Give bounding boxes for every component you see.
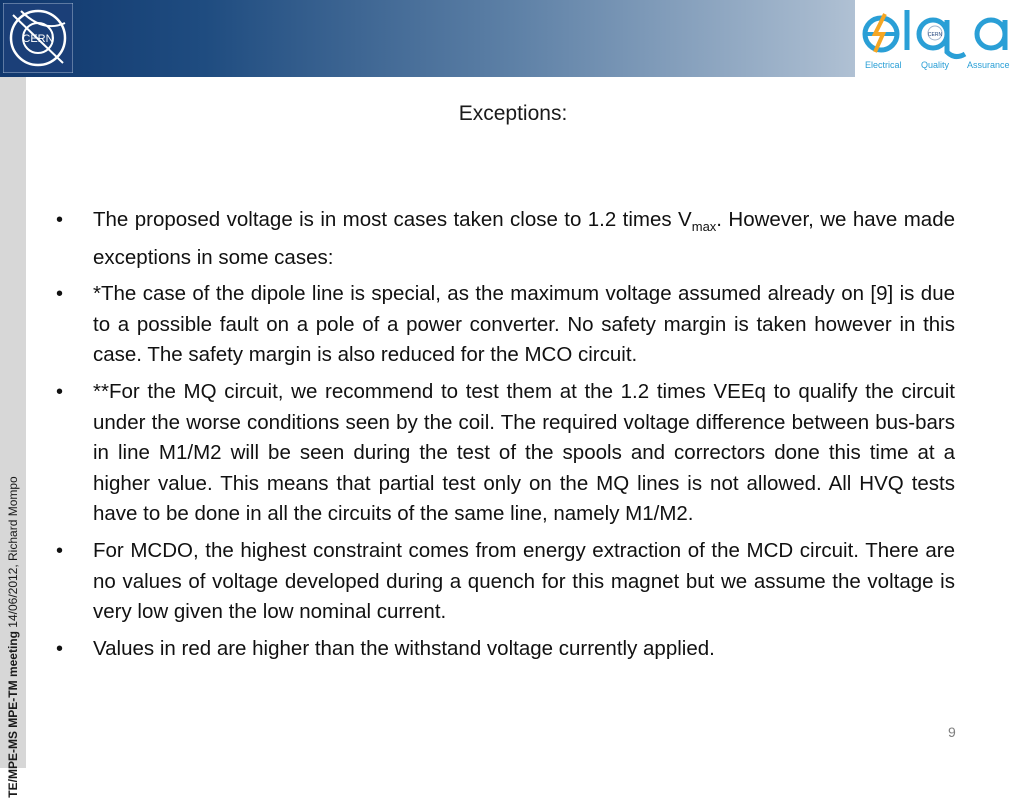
slide-title: Exceptions: bbox=[458, 102, 568, 125]
bullet-item bbox=[56, 279, 955, 371]
cern-logo-text: CERN bbox=[22, 33, 54, 45]
elqa-subtitle-quality: Quality bbox=[921, 60, 950, 70]
bullet-item bbox=[56, 377, 955, 530]
bullet-marker: • bbox=[56, 540, 64, 563]
bullet-marker: • bbox=[56, 637, 64, 660]
meeting-name: TE/MPE-MS MPE-TM meeting bbox=[6, 631, 20, 798]
bullet-text: For MCDO, the highest constraint comes from energy extraction of the MCD circuit. There are no values of voltage developed during a quench for this magnet but we assume the voltage is very low given the low nominal current. bbox=[93, 539, 955, 624]
bullet-marker: • bbox=[56, 381, 64, 404]
bullet-list bbox=[56, 205, 955, 670]
bullet-item bbox=[56, 205, 955, 273]
elqa-logo bbox=[855, 0, 1024, 77]
bullet-text: The proposed voltage is in most cases taken close to 1.2 times V bbox=[93, 208, 692, 231]
left-sidebar bbox=[0, 77, 26, 798]
bullet-text: . However, we have made exceptions in some cases: bbox=[93, 208, 955, 269]
bullet-text: *The case of the dipole line is special, as the maximum voltage assumed already on [9] is due to a possible fault on a pole of a power converter. No safety margin is taken however in this case. The safety margin is also reduced for the MCO circuit. bbox=[93, 282, 955, 367]
bullet-item bbox=[56, 536, 955, 628]
elqa-inner-logo-text: CERN bbox=[927, 32, 943, 38]
bullet-text: **For the MQ circuit, we recommend to test them at the 1.2 times VEEq to qualify the circuit under the worse conditions seen by the coil. The required voltage difference between bus-bars in line M1/M2 will be seen during the test of the spools and correctors done this time at a higher value. This means that partial test only on the MQ lines is not allowed. All HVQ tests have to be done in all the circuits of the same line, namely M1/M2. bbox=[93, 380, 955, 526]
elqa-subtitle-electrical: Electrical bbox=[865, 60, 902, 70]
subscript: max bbox=[691, 219, 717, 235]
bullet-marker: • bbox=[56, 283, 64, 306]
bullet-text: Values in red are higher than the withstand voltage currently applied. bbox=[93, 636, 715, 660]
meeting-date-author: 14/06/2012, Richard Mompo bbox=[6, 476, 20, 632]
bullet-marker: • bbox=[56, 209, 64, 231]
cern-logo bbox=[3, 3, 73, 73]
bullet-item bbox=[56, 634, 955, 665]
elqa-subtitle-assurance: Assurance bbox=[967, 60, 1010, 70]
meeting-footer-text bbox=[6, 476, 20, 797]
header-banner bbox=[0, 0, 1024, 77]
page-number: 9 bbox=[948, 724, 956, 740]
